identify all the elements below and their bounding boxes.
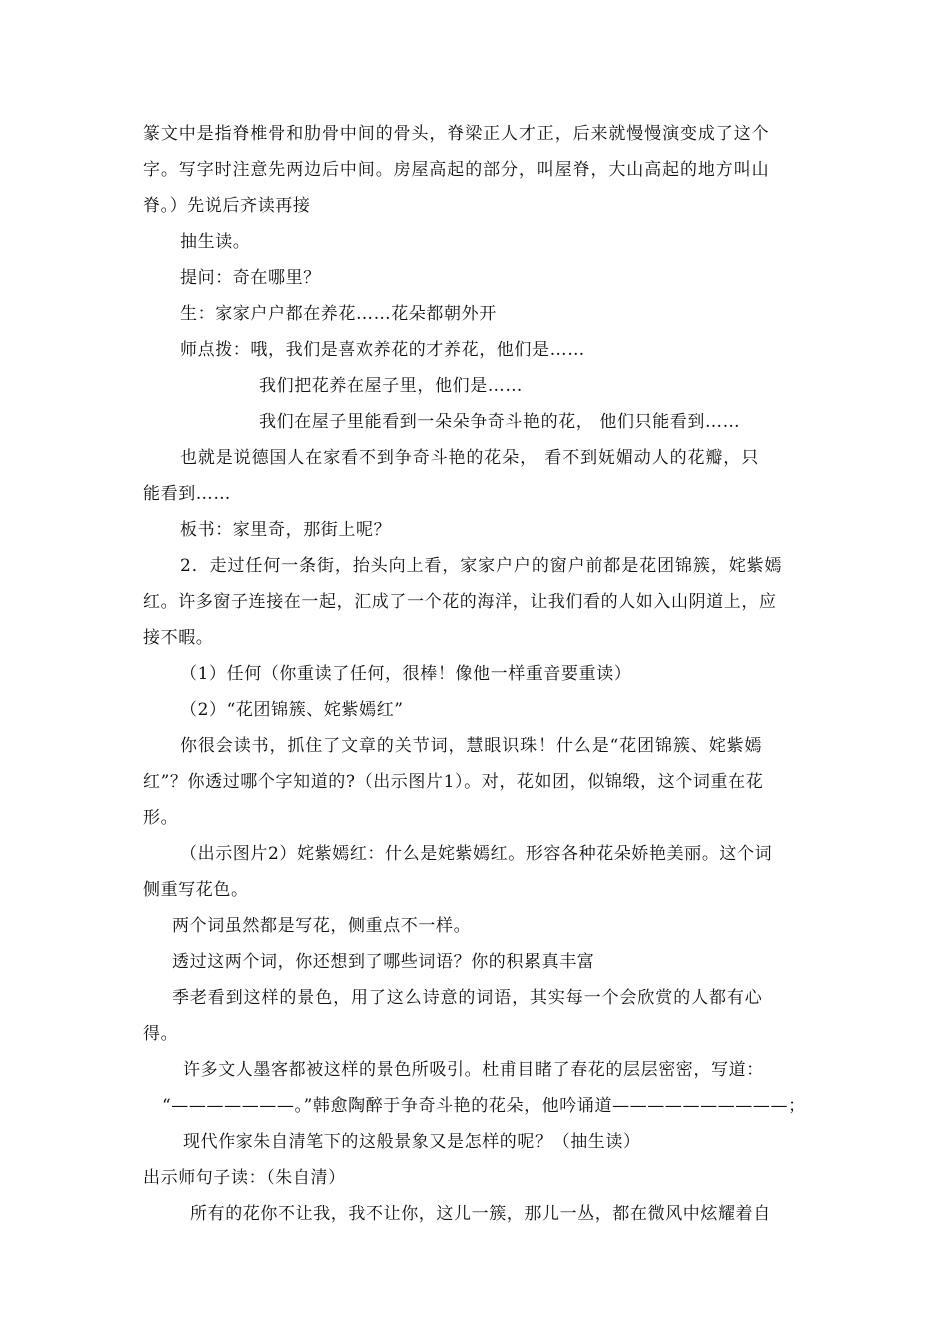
text-line-16: （1）任何（你重读了任何，很棒！像他一样重音要重读） bbox=[180, 664, 632, 684]
text-line-17: （2）“花团锦簇、姹紫嫣红” bbox=[180, 700, 404, 720]
text-line-7: 师点拨：哦，我们是喜欢养花的才养花，他们是…… bbox=[180, 340, 585, 360]
text-line-13: 2．走过任何一条街，抬头向上看，家家户户的窗户前都是花团锦簇，姹紫嫣 bbox=[180, 556, 783, 576]
text-line-9: 我们在屋子里能看到一朵朵争奇斗艳的花， 他们只能看到…… bbox=[259, 412, 741, 432]
text-line-6: 生：家家户户都在养花……花朵都朝外开 bbox=[180, 304, 497, 324]
text-line-22: 侧重写花色。 bbox=[143, 880, 249, 900]
text-line-20: 形。 bbox=[143, 808, 179, 828]
text-line-2: 字。写字时注意先两边后中间。房屋高起的部分，叫屋脊，大山高起的地方叫山 bbox=[143, 160, 770, 180]
text-line-29: 现代作家朱自清笔下的这般景象又是怎样的呢？（抽生读） bbox=[183, 1132, 641, 1152]
text-line-26: 得。 bbox=[143, 1024, 179, 1044]
text-line-25: 季老看到这样的景色，用了这么诗意的词语，其实每一个会欣赏的人都有心 bbox=[172, 988, 763, 1008]
text-line-28: “———————。”韩愈陶醉于争奇斗艳的花朵，他吟诵道——————————； bbox=[162, 1096, 806, 1116]
text-line-31: 所有的花你不让我，我不让你，这儿一簇，那儿一丛，都在微风中炫耀着自 bbox=[190, 1204, 771, 1224]
text-line-1: 篆文中是指脊椎骨和肋骨中间的骨头，脊梁正人才正，后来就慢慢演变成了这个 bbox=[143, 124, 770, 144]
text-line-11: 能看到…… bbox=[143, 484, 231, 504]
text-line-14: 红。许多窗子连接在一起，汇成了一个花的海洋，让我们看的人如入山阴道上，应 bbox=[143, 592, 777, 612]
text-line-23: 两个词虽然都是写花，侧重点不一样。 bbox=[172, 916, 472, 936]
text-line-3: 脊。）先说后齐读再接 bbox=[143, 196, 311, 216]
text-line-21: （出示图片2）姹紫嫣红：什么是姹紫嫣红。形容各种花朵娇艳美丽。这个词 bbox=[180, 844, 773, 864]
text-line-12: 板书：家里奇，那街上呢？ bbox=[180, 520, 392, 540]
text-line-19: 红”？你透过哪个字知道的?（出示图片1）。对，花如团，似锦缎，这个词重在花 bbox=[143, 772, 764, 792]
text-line-10: 也就是说德国人在家看不到争奇斗艳的花朵， 看不到妩媚动人的花瓣，只 bbox=[180, 448, 760, 468]
text-line-8: 我们把花养在屋子里，他们是…… bbox=[259, 376, 523, 396]
text-line-5: 提问：奇在哪里？ bbox=[180, 268, 321, 288]
text-line-27: 许多文人墨客都被这样的景色所吸引。杜甫目睹了春花的层层密密，写道： bbox=[183, 1060, 764, 1080]
text-line-18: 你很会读书，抓住了文章的关节词，慧眼识珠！什么是“花团锦簇、姹紫嫣 bbox=[180, 736, 763, 756]
text-line-30: 出示师句子读：（朱自清） bbox=[143, 1168, 346, 1188]
text-line-15: 接不暇。 bbox=[143, 628, 214, 648]
text-line-4: 抽生读。 bbox=[180, 232, 251, 252]
text-line-24: 透过这两个词，你还想到了哪些词语？你的积累真丰富 bbox=[172, 952, 595, 972]
